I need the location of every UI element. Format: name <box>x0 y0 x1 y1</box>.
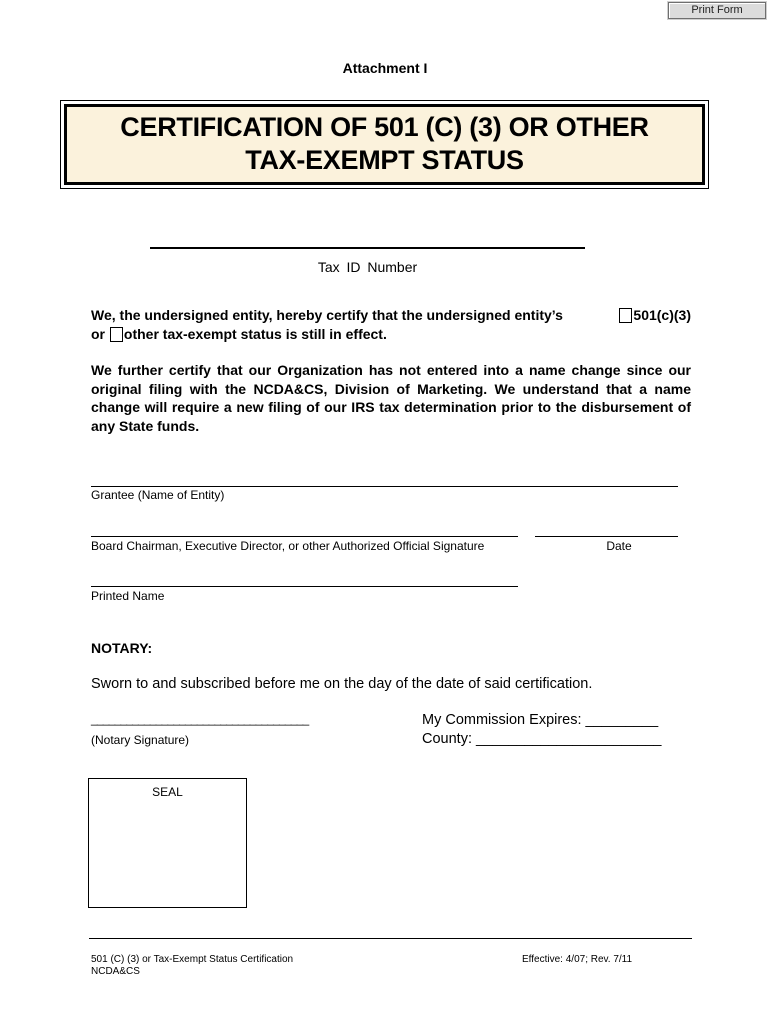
notary-signature-label: (Notary Signature) <box>91 733 190 747</box>
printed-name-field[interactable] <box>91 586 518 587</box>
footer-agency: NCDA&CS <box>91 966 140 977</box>
sworn-statement: Sworn to and subscribed before me on the day of the date of said certification. <box>91 676 593 692</box>
commission-block <box>422 711 661 749</box>
footer-divider <box>89 938 692 939</box>
print-form-button[interactable]: Print Form <box>668 2 766 19</box>
option-other-label: other tax-exempt status is still in effect. <box>123 325 387 342</box>
footer-left <box>91 954 293 978</box>
footer-effective: Effective: 4/07; Rev. 7/11 <box>522 954 633 965</box>
footer-form-name: 501 (C) (3) or Tax-Exempt Status Certification <box>91 954 294 965</box>
date-field[interactable] <box>535 536 678 537</box>
name-change-paragraph: We further certify that our Organization has not entered into a name change since our original filing with the NCDA&CS, Division of Marketing. We understand that a name change will require a new filing of our IRS tax determination prior to the disbursement of any State funds. <box>91 362 691 434</box>
checkbox-other[interactable] <box>110 327 123 342</box>
grantee-label: Grantee (Name of Entity) <box>91 488 225 502</box>
or-text: or <box>91 325 105 342</box>
seal-label: SEAL <box>152 785 183 799</box>
tax-id-field[interactable] <box>150 247 585 249</box>
certify-paragraph <box>91 306 691 343</box>
grantee-field[interactable] <box>91 486 678 487</box>
title-line-1: CERTIFICATION OF 501 (C) (3) OR OTHER <box>120 112 649 142</box>
official-signature-field[interactable] <box>91 536 518 537</box>
commission-expires[interactable]: My Commission Expires: _________ <box>422 712 659 728</box>
tax-id-label: Tax ID Number <box>317 259 418 275</box>
page-title <box>64 111 705 177</box>
printed-name-label: Printed Name <box>91 589 165 603</box>
notary-signature-field[interactable]: _____________________________________ <box>91 712 309 726</box>
notary-heading: NOTARY: <box>91 640 153 656</box>
checkbox-501c3[interactable] <box>619 308 632 323</box>
title-line-2: TAX-EXEMPT STATUS <box>245 145 524 175</box>
date-label: Date <box>606 539 632 553</box>
attachment-label: Attachment I <box>342 60 428 76</box>
certify-text: We, the undersigned entity, hereby certify that the undersigned entity’s <box>91 307 563 323</box>
option-501c3-label: 501(c)(3) <box>633 307 691 323</box>
official-signature-label: Board Chairman, Executive Director, or other Authorized Official Signature <box>91 539 485 553</box>
county-field[interactable]: County: _______________________ <box>422 731 662 747</box>
